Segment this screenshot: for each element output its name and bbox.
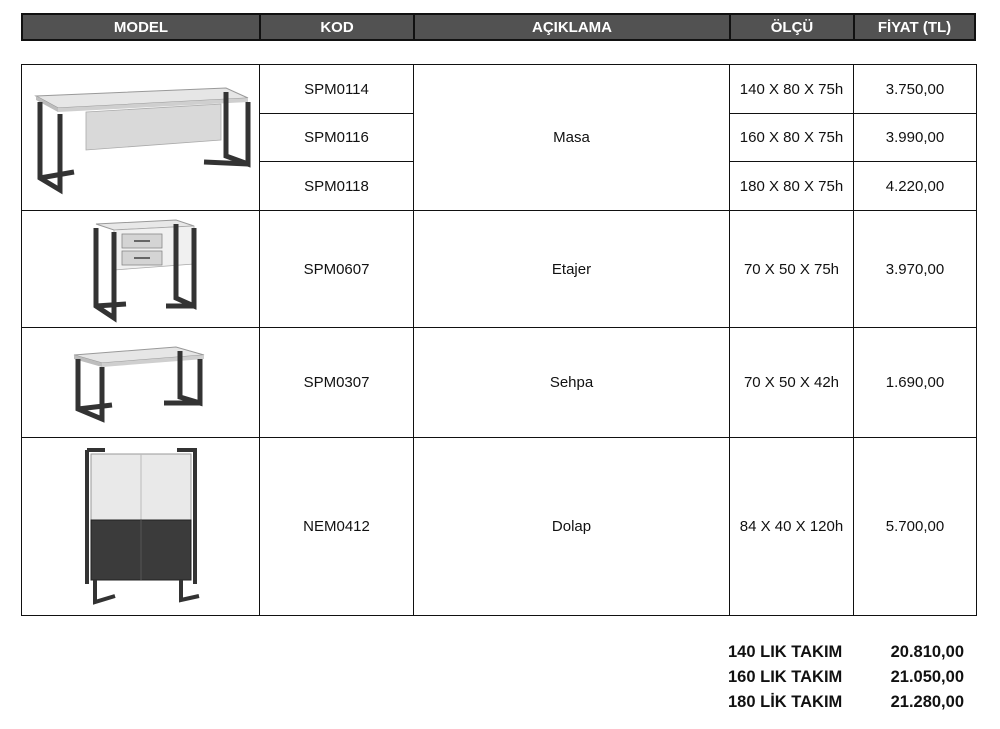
kod-cell: SPM0307 bbox=[260, 328, 414, 438]
product-table bbox=[21, 64, 977, 616]
aciklama-cell: Sehpa bbox=[414, 328, 730, 438]
kod-cell: SPM0118 bbox=[260, 162, 414, 211]
kod-cell: SPM0116 bbox=[260, 114, 414, 162]
total-row bbox=[728, 640, 964, 665]
aciklama-cell: Etajer bbox=[414, 211, 730, 328]
kod-cell: SPM0114 bbox=[260, 65, 414, 114]
total-row bbox=[728, 690, 964, 715]
aciklama-masa: Masa bbox=[414, 65, 730, 211]
total-label: 180 LİK TAKIM bbox=[728, 693, 843, 711]
olcu-cell: 70 X 50 X 75h bbox=[730, 211, 854, 328]
header-fiyat: FİYAT (TL) bbox=[877, 18, 952, 36]
olcu-cell: 84 X 40 X 120h bbox=[730, 438, 854, 616]
olcu-cell: 160 X 80 X 75h bbox=[730, 114, 854, 162]
aciklama-cell: Dolap bbox=[414, 438, 730, 616]
total-amount: 21.050,00 bbox=[890, 668, 964, 686]
header-aciklama: AÇIKLAMA bbox=[415, 15, 731, 39]
etajer-image-cell bbox=[22, 211, 260, 328]
header-model: MODEL bbox=[23, 15, 261, 39]
fiyat-cell: 3.750,00 bbox=[854, 65, 977, 114]
olcu-cell: 140 X 80 X 75h bbox=[730, 65, 854, 114]
fiyat-cell: 1.690,00 bbox=[854, 328, 977, 438]
total-label: 160 LIK TAKIM bbox=[728, 668, 843, 686]
etajer-image bbox=[76, 214, 206, 324]
olcu-cell: 70 X 50 X 42h bbox=[730, 328, 854, 438]
header-olcu: ÖLÇÜ bbox=[731, 15, 855, 39]
total-amount: 21.280,00 bbox=[890, 693, 964, 711]
fiyat-cell: 3.970,00 bbox=[854, 211, 977, 328]
table-row bbox=[22, 438, 977, 616]
fiyat-cell: 5.700,00 bbox=[854, 438, 977, 616]
total-amount: 20.810,00 bbox=[890, 643, 964, 661]
table-row bbox=[22, 328, 977, 438]
sehpa-image-cell bbox=[22, 328, 260, 438]
table-header bbox=[21, 13, 976, 41]
totals-block bbox=[728, 640, 964, 715]
table-row bbox=[22, 65, 977, 114]
olcu-cell: 180 X 80 X 75h bbox=[730, 162, 854, 211]
kod-cell: SPM0607 bbox=[260, 211, 414, 328]
kod-cell: NEM0412 bbox=[260, 438, 414, 616]
dolap-image-cell bbox=[22, 438, 260, 616]
header-kod: KOD bbox=[261, 15, 415, 39]
total-row bbox=[728, 665, 964, 690]
table-row bbox=[22, 211, 977, 328]
dolap-image bbox=[71, 442, 211, 612]
desk-image-cell bbox=[22, 65, 260, 211]
fiyat-cell: 4.220,00 bbox=[854, 162, 977, 211]
fiyat-cell: 3.990,00 bbox=[854, 114, 977, 162]
desk-image bbox=[26, 78, 256, 198]
sehpa-image bbox=[66, 333, 216, 433]
total-label: 140 LIK TAKIM bbox=[728, 643, 843, 661]
